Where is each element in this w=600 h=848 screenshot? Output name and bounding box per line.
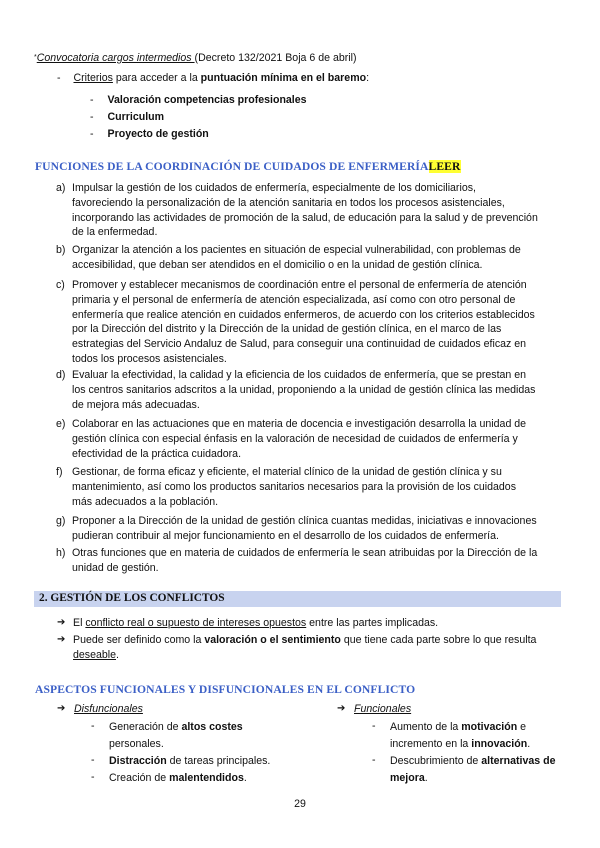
funcion-item-h [56,546,538,576]
funcional-item-1-cont [390,737,530,751]
criterios-line [57,71,369,85]
funcion-item-e [56,417,538,461]
page-number: 29 [294,798,306,810]
arrow-icon: ➔ [57,634,66,645]
text-fragment: que tiene cada parte sobre lo que resulta [340,634,537,646]
item-marker: h) [56,547,66,559]
asterisk: * [34,54,37,61]
conflicto-definition-line [73,616,438,630]
dash: - [372,720,376,732]
disfuncionales-heading[interactable]: Disfuncionales [74,703,143,715]
criterios-bold: puntuación mínima en el baremo [200,72,367,84]
leer-badge: LEER [428,160,461,173]
item-text: Organizar la atención a los pacientes en situación de especial vulnerabilidad, con problemas de accesibilidad, que deban ser atendidos en el domicilio o en la unidad de gestión clínica. [72,244,521,271]
disfuncional-item-2 [109,754,270,768]
funcion-item-f [56,465,538,509]
item-text: Promover y establecer mecanismos de coordinación entre el personal de enfermería de atención primaria y el personal de enfermería de atención especializada, así como con otro personal de enfermería que realice atención en cuidados enfermeros, de acuerdo con los criterios establecidos por la Dirección del distrito y la Dirección de la unidad de gestión clínica, en el marco de las estrategias del Servicio Andaluz de Salud, para conseguir una continuidad de cuidados eficaz en todos los procesos asistenciales. [72,279,535,365]
arrow-icon: ➔ [337,703,346,714]
item-marker: c) [56,279,65,291]
criterios-text: para acceder a la [112,72,201,84]
funcion-item-c [56,278,538,367]
subitem-dash: - [90,128,94,140]
dash: - [372,754,376,766]
criterios-colon: : [366,72,370,84]
bold-fragment: altos costes [181,721,243,733]
subitem-text: Valoración competencias profesionales [107,94,307,106]
conflicto-valoracion-line [73,633,536,647]
bold-fragment: valoración o el sentimiento [204,634,341,646]
funcional-item-2-cont [390,771,428,785]
funcion-item-a [56,181,538,240]
funcion-item-b [56,243,538,273]
text-fragment: . [116,649,119,661]
item-marker: g) [56,515,66,527]
conflicto-valoracion-line-2 [73,648,119,662]
text-fragment: Creación de [109,772,170,784]
subitem-dash: - [90,94,94,106]
arrow-icon: ➔ [57,703,66,714]
conflicto-link[interactable]: conflicto real o supuesto de intereses opuestos [85,617,307,629]
text-fragment: e [517,721,527,733]
bold-fragment: malentendidos [169,772,244,784]
subitem-2 [90,110,164,124]
funciones-heading [35,160,461,173]
criterios-dash: - [57,72,61,84]
dash: - [91,754,95,766]
item-text: Gestionar, de forma eficaz y eficiente, el material clínico de la unidad de gestión clínica y su mantenimiento, así como los productos sanitarios necesarios para la provisión de los cuidados más adecuados a la población. [72,466,516,508]
text-fragment: Descubrimiento de [390,755,482,767]
funcional-item-1 [390,720,526,734]
aspectos-heading: ASPECTOS FUNCIONALES Y DISFUNCIONALES EN EL CONFLICTO [35,683,416,696]
subitem-1 [90,93,307,107]
deseable-link[interactable]: deseable [73,649,117,661]
item-text: Colaborar en las actuaciones que en materia de docencia e investigación desarrolla la unidad de gestión clínica con especial énfasis en la valoración de necesidad de cuidados de enfermería y efectividad de la práctica cuidadora. [72,418,527,460]
item-text: Proponer a la Dirección de la unidad de gestión clínica cuantas medidas, iniciativas e innovaciones pudieran contribuir al mejor funcionamiento en el desarrollo de los cuidados de enfermería. [72,515,537,542]
bold-fragment: alternativas de [481,755,556,767]
text-fragment: Aumento de la [390,721,462,733]
text-fragment: incremento en la [390,738,472,750]
text-fragment: . [243,772,247,784]
dash: - [91,771,95,783]
convocatoria-line [34,51,357,65]
convocatoria-link[interactable]: Convocatoria cargos intermedios [36,52,195,64]
funcion-item-g [56,514,538,544]
disfuncional-item-1-cont: personales. [109,738,164,750]
bold-fragment: Distracción [109,755,167,767]
criterios-link[interactable]: Criterios [73,72,113,84]
text-fragment: . [424,772,428,784]
subitem-3 [90,127,209,141]
item-marker: b) [56,244,66,256]
funcion-item-d [56,368,538,412]
text-fragment: Puede ser definido como la [73,634,205,646]
item-marker: e) [56,418,66,430]
disfuncional-item-3 [109,771,247,785]
item-marker: a) [56,182,66,194]
text-fragment: Generación de [109,721,182,733]
item-marker: d) [56,369,66,381]
text-fragment: de tareas principales. [166,755,271,767]
arrow-icon: ➔ [57,617,66,628]
text-fragment: El [73,617,86,629]
funciones-title: FUNCIONES DE LA COORDINACIÓN DE CUIDADOS DE ENFERMERÍA [35,160,429,173]
disfuncional-item-1 [109,720,243,734]
funcionales-heading[interactable]: Funcionales [354,703,412,715]
subitem-text: Curriculum [107,111,165,123]
dash: - [91,720,95,732]
subitem-dash: - [90,111,94,123]
item-text: Evaluar la efectividad, la calidad y la eficiencia de los cuidados de enfermería, que se prestan en los centros sanitarios adscritos a la unidad, proponiendo a la unidad de gestión clínica las medidas de mejora más adecuadas. [72,369,536,411]
text-fragment: . [527,738,531,750]
bold-fragment: innovación [471,738,528,750]
item-text: Otras funciones que en materia de cuidados de enfermería le sean atribuidas por la Dirección de la unidad de gestión. [72,547,538,574]
text-fragment: entre las partes implicadas. [306,617,439,629]
bold-fragment: motivación [461,721,518,733]
item-marker: f) [56,466,63,478]
item-text: Impulsar la gestión de los cuidados de enfermería, especialmente de los domiciliarios, favoreciendo la personalización de la atención sanitaria en todos los procesos asistenciales, incorporando las actividades de promoción de la salud, de educación para la salud y de prevención de la enfermedad. [72,182,538,239]
funcional-item-2 [390,754,555,768]
convocatoria-detail: (Decreto 132/2021 Boja 6 de abril) [194,52,357,64]
bold-fragment: mejora [390,772,425,784]
subitem-text: Proyecto de gestión [107,128,209,140]
conflictos-section-title: 2. GESTIÓN DE LOS CONFLICTOS [39,592,225,604]
